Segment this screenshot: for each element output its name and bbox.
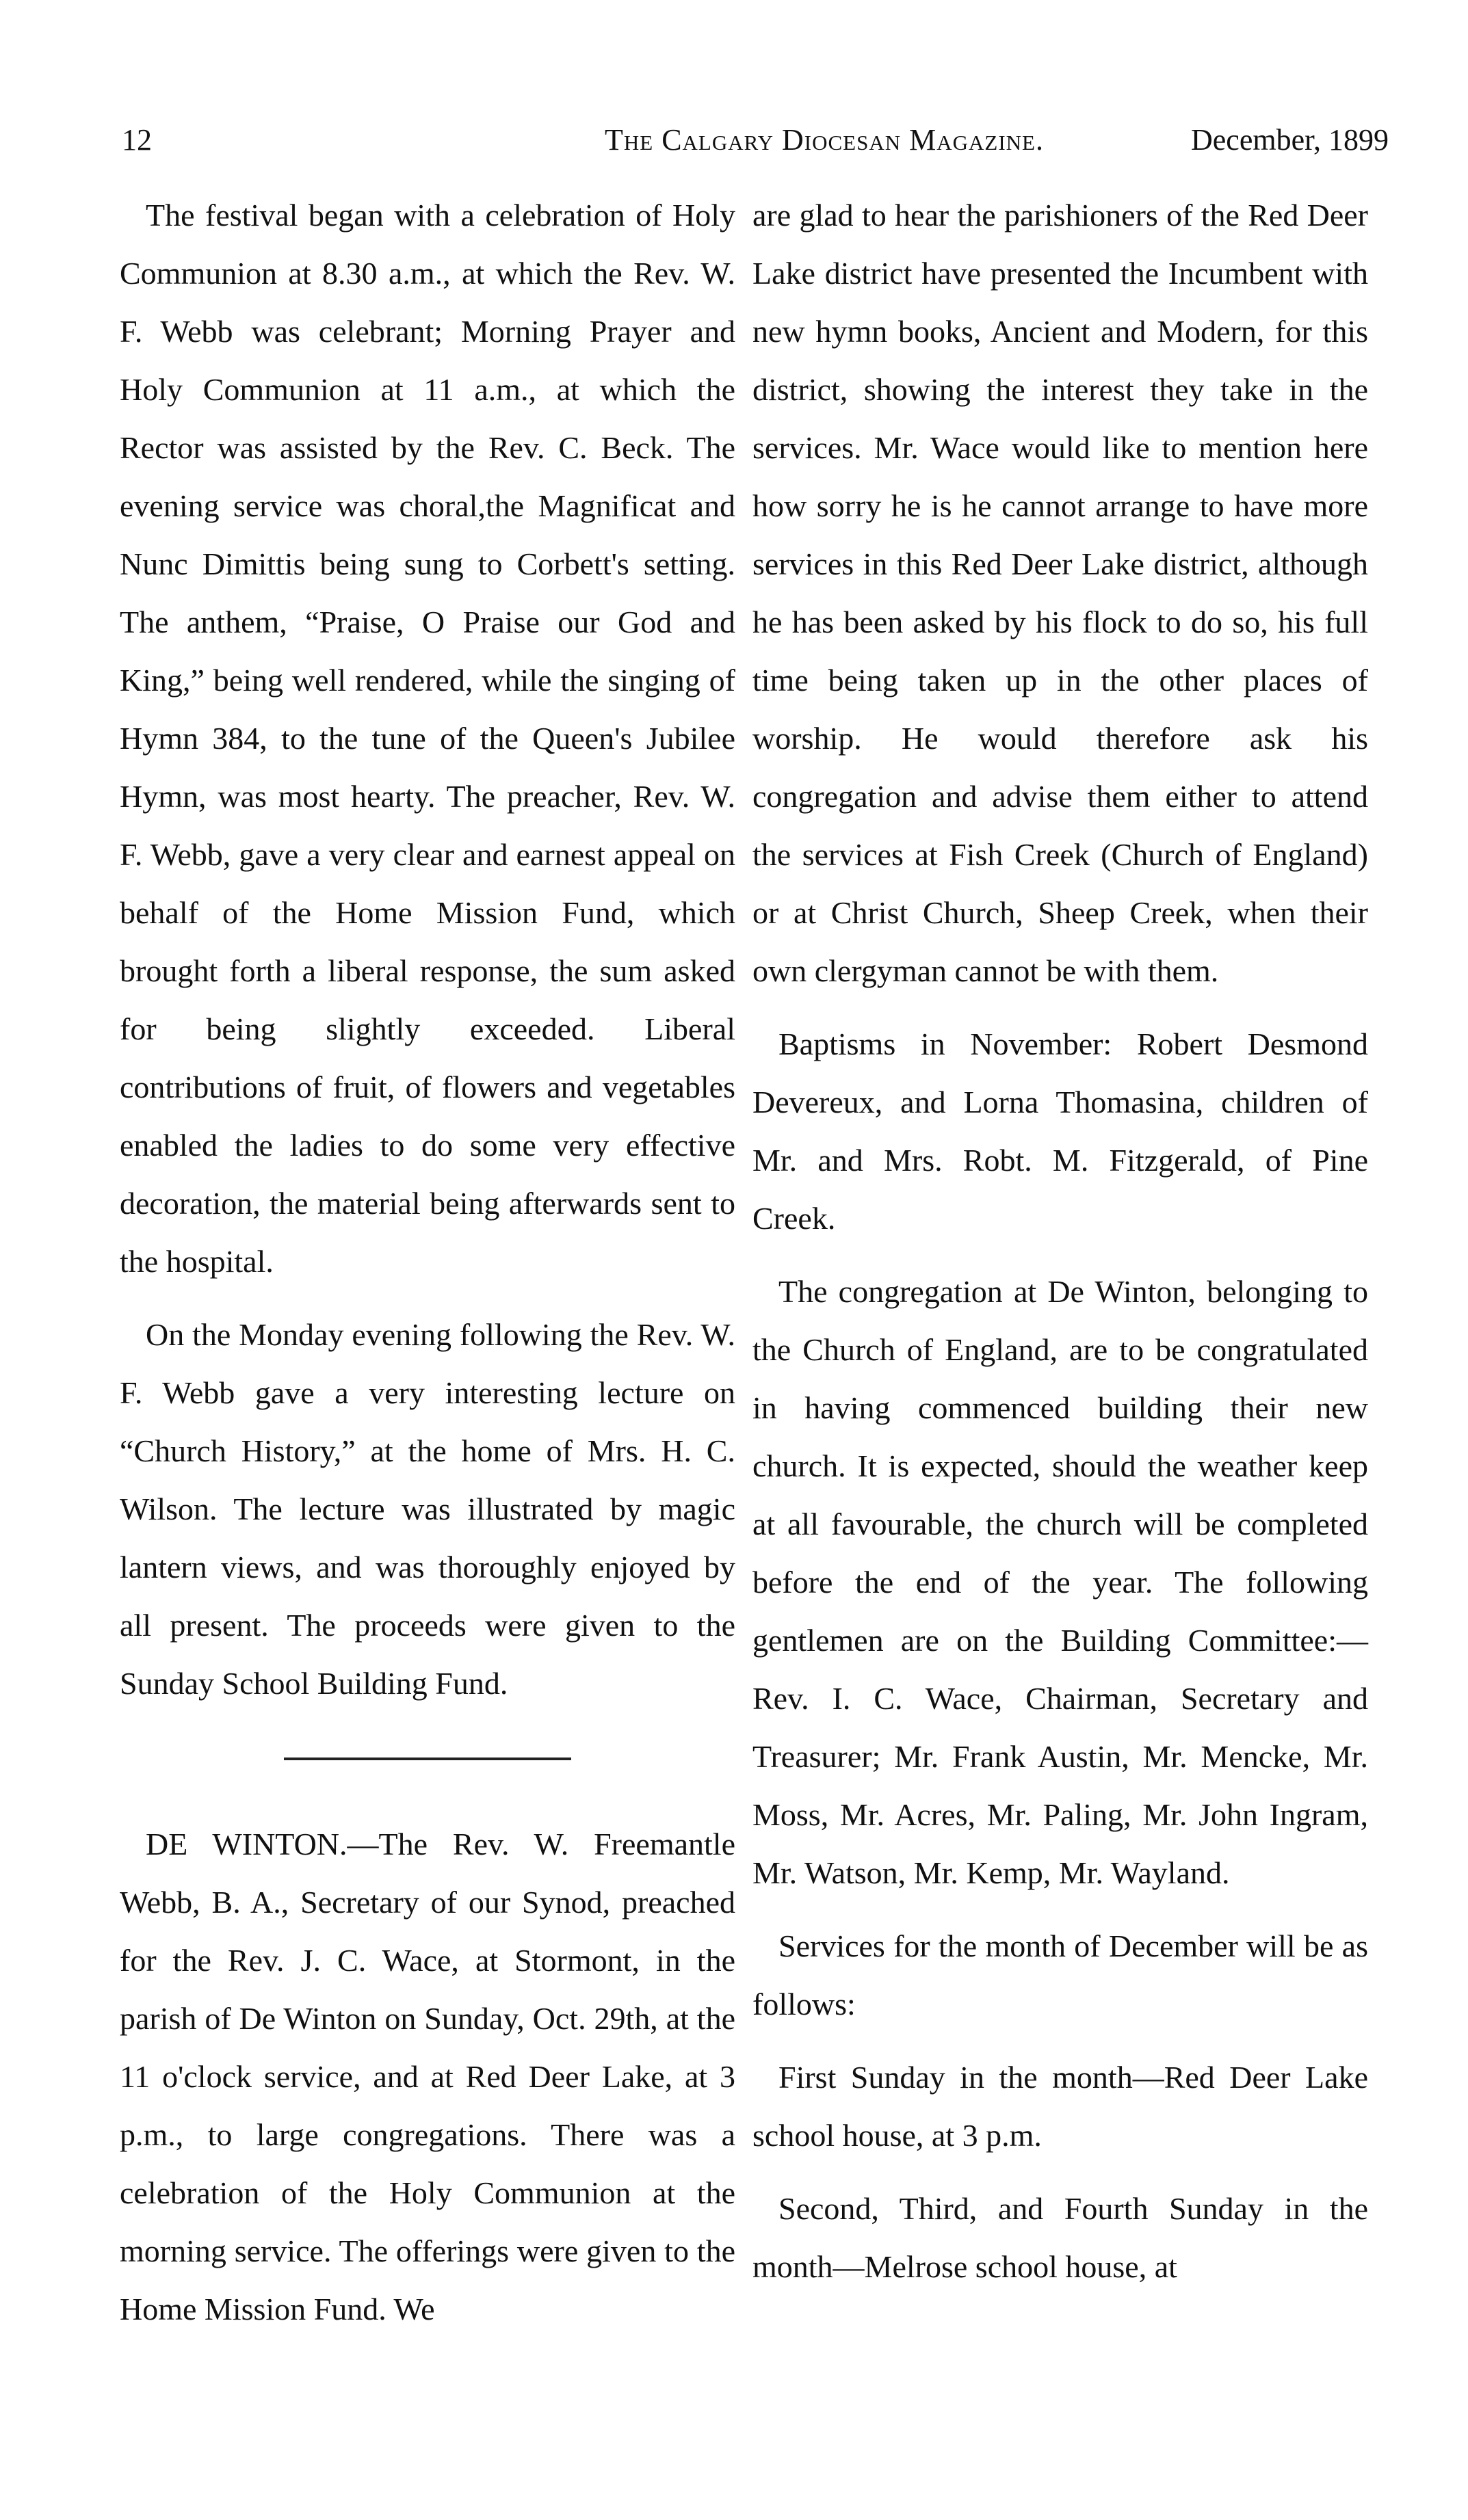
section-divider (284, 1758, 571, 1760)
baptisms-paragraph: Baptisms in November: Robert Desmond Devereux, and Lorna Thomasina, children of Mr. and Mrs. Robt. M. Fitzgerald, of Pine Creek. (752, 1026, 1368, 1236)
de-winton-text: —The Rev. W. Freemantle Webb, B. A., Secretary of our Synod, preached for the Rev. J. C. Wace, at Stormont, in the parish of De Winton on Sunday, Oct. 29th, at the 11 o'clock service, and at Red Deer Lake, at 3 p.m., to large congregations. There was a celebration of the Holy Communion at the morning service. The offerings were given to the Home Mission Fund. We (120, 1827, 735, 2326)
later-sundays-paragraph: Second, Third, and Fourth Sunday in the month—Melrose school house, at (752, 2191, 1368, 2284)
issue-date: December, 1899 (1190, 123, 1389, 157)
de-winton-paragraph (120, 1815, 735, 2338)
running-header (89, 116, 1409, 164)
first-sunday-paragraph: First Sunday in the month—Red Deer Lake school house, at 3 p.m. (752, 2060, 1368, 2153)
de-winton-heading: DE WINTON. (146, 1827, 348, 1861)
congregation-paragraph: The congregation at De Winton, belonging to the Church of England, are to be congratulated in having commenced building their new church. It is expected, should the weather keep at all favourable, the church will be completed before the end of the year. The following gentlemen are on the Building Committee:—Rev. I. C. Wace, Chairman, Secretary and Treasurer; Mr. Frank Austin, Mr. Mencke, Mr. Moss, Mr. Acres, Mr. Paling, Mr. John Ingram, Mr. Watson, Mr. Kemp, Mr. Wayland. (752, 1274, 1368, 1890)
festival-paragraph: The festival began with a celebration of Holy Communion at 8.30 a.m., at which the Rev. W. F. Webb was celebrant; Morning Prayer and Holy Communion at 11 a.m., at which the Rector was assisted by the Rev. C. Beck. The evening service was choral,the Magnificat and Nunc Dimittis being sung to Corbett's setting. The anthem, “Praise, O Praise our God and King,” being well rendered, while the singing of Hymn 384, to the tune of the Queen's Jubilee Hymn, was most hearty. The preacher, Rev. W. F. Webb, gave a very clear and earnest appeal on behalf of the Home Mission Fund, which brought forth a liberal response, the sum asked for being slightly exceeded. Liberal contributions of fruit, of flowers and vegetables enabled the ladies to do some very effective decoration, the material being afterwards sent to the hospital. (120, 198, 735, 1279)
magazine-title: The Calgary Diocesan Magazine. (605, 123, 1044, 157)
left-column (120, 186, 735, 2353)
continuation-paragraph: are glad to hear the parishioners of the Red Deer Lake district have presented the Incumbent with new hymn books, Ancient and Modern, for this district, showing the interest they take in the services. Mr. Wace would like to mention here how sorry he is he cannot arrange to have more services in this Red Deer Lake district, although he has been asked by his flock to do so, his full time being taken up in the other places of worship. He would therefore ask his congregation and advise them either to attend the services at Fish Creek (Church of England) or at Christ Church, Sheep Creek, when their own clergyman cannot be with them. (752, 198, 1368, 988)
monday-lecture-paragraph: On the Monday evening following the Rev. W. F. Webb gave a very interesting lecture on “Church History,” at the home of Mrs. H. C. Wilson. The lecture was illustrated by magic lantern views, and was thoroughly enjoyed by all present. The proceeds were given to the Sunday School Building Fund. (120, 1317, 735, 1701)
right-column (752, 186, 1368, 2311)
page-number: 12 (122, 123, 152, 157)
services-intro-paragraph: Services for the month of December will be as follows: (752, 1928, 1368, 2021)
